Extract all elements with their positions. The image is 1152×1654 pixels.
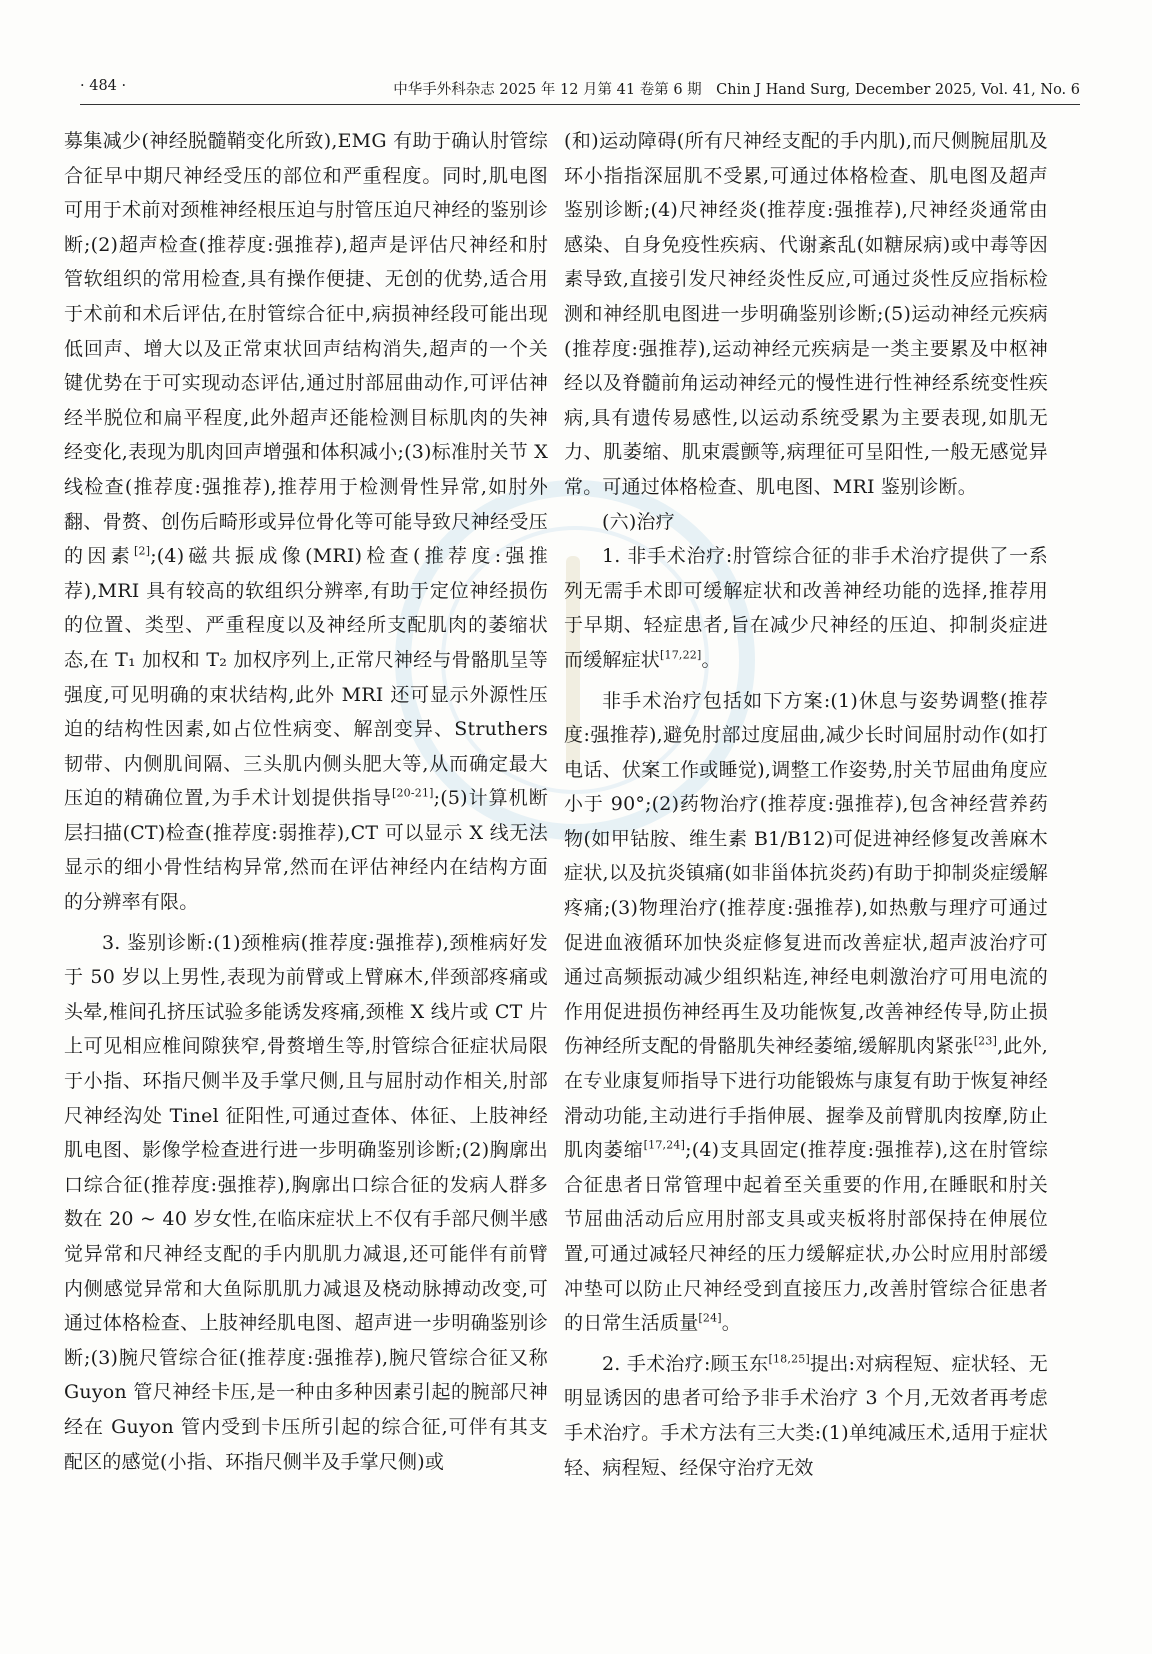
citation: [17,22] [660,648,702,662]
header-rule [80,104,1080,105]
paragraph-text: ;(4)支具固定(推荐度:强推荐),这在肘管综合征患者日常管理中起着至关重要的作用,在睡眠和肘关节屈曲活动后应用肘部支具或夹板将肘部保持在伸展位置,可通过减轻尺神经的压力缓解症状,办公时应用肘部缓冲垫可以防止尺神经受到直接压力,改善肘管综合征患者的日常生活质量 [564,1139,1048,1335]
citation: [23] [973,1035,998,1049]
citation: [20-21] [391,786,434,800]
paragraph-text: 2. 手术治疗:顾玉东 [602,1352,769,1375]
paragraph-text: 。 [701,648,721,671]
paragraph-text: 非手术治疗包括如下方案:(1)休息与姿势调整(推荐度:强推荐),避免肘部过度屈曲,减少长时间屈肘动作(如打电话、伏案工作或睡觉),调整工作姿势,肘关节屈曲角度应小于 90°;(2)药物治疗(推荐度:强推荐),包含神经营养药物(如甲钴胺、维生素 B1/B12)可促进神经修复改善麻木症状,以及抗炎镇痛(如非甾体抗炎药)有助于抑制炎症缓解疼痛;(3)物理治疗(推荐度:强推荐),如热敷与理疗可通过促进血液循环加快炎症修复进而改善症状,超声波治疗可通过高频振动减少组织粘连,神经电刺激治疗可用电流的作用促进损伤神经再生及功能恢复,改善神经传导,防止损伤神经所支配的骨骼肌失神经萎缩,缓解肌肉紧张 [564,689,1048,1058]
paragraph-text: 提出:对病程短、症状轻、无明显诱因的患者可给予非手术治疗 3 个月,无效者再考虑手术治疗。手术方法有三大类:(1)单纯减压术,适用于症状轻、病程短、经保守治疗无效 [564,1352,1048,1479]
paragraph-nonsurgical-options [564,684,1048,1341]
paragraph-text: 1. 非手术治疗:肘管综合征的非手术治疗提供了一系列无需手术即可缓解症状和改善神经功能的选择,推荐用于早期、轻症患者,旨在减少尺神经的压迫、抑制炎症进而缓解症状 [564,545,1048,671]
section-heading-treatment: (六)治疗 [602,510,675,533]
paragraph-text: 募集减少(神经脱髓鞘变化所致),EMG 有助于确认肘管综合征早中期尺神经受压的部位和严重程度。同时,肌电图可用于术前对颈椎神经根压迫与肘管压迫尺神经的鉴别诊断;(2)超声检查(推荐度:强推荐),超声是评估尺神经和肘管软组织的常用检查,具有操作便捷、无创的优势,适合用于术前和术后评估,在肘管综合征中,病损神经段可能出现低回声、增大以及正常束状回声结构消失,超声的一个关键优势在于可实现动态评估,通过肘部屈曲动作,可评估神经半脱位和扁平程度,此外超声还能检测目标肌肉的失神经变化,表现为肌肉回声增强和体积减小;(3)标准肘关节 X 线检查(推荐度:强推荐),推荐用于检测骨性异常,如肘外翻、骨赘、创伤后畸形或异位骨化等可能导致尺神经受压的因素 [64,130,548,568]
running-header [80,78,1080,104]
paragraph-text: ;(4)磁共振成像(MRI)检查(推荐度:强推荐),MRI 具有较高的软组织分辨率,有助于定位神经损伤的位置、类型、严重程度以及神经所支配肌肉的萎缩状态,在 T₁ 加权和 T₂ 加权序列上,正常尺神经与骨骼肌呈等强度,可见明确的束状结构,此外 MRI 还可显示外源性压迫的结构性因素,如占位性病变、解剖变异、Struthers 韧带、内侧肌间隔、三头肌内侧头肥大等,从而确定最大压迫的精确位置,为手术计划提供指导 [64,545,548,810]
citation: [24] [698,1311,722,1325]
paragraph-text: ,此外,在专业康复师指导下进行功能锻炼与康复有助于恢复神经滑动功能,主动进行手指伸展、握拳及前臂肌肉按摩,防止肌肉萎缩 [564,1035,1048,1162]
paragraph-text: ;(5)计算机断层扫描(CT)检查(推荐度:弱推荐),CT 可以显示 X 线无法显示的细小骨性结构异常,然而在评估神经内在结构方面的分辨率有限。 [64,787,548,914]
paragraph-differential-diagnosis: 3. 鉴别诊断:(1)颈椎病(推荐度:强推荐),颈椎病好发于 50 岁以上男性,表现为前臂或上臂麻木,伴颈部疼痛或头晕,椎间孔挤压试验多能诱发疼痛,颈椎 X 线片或 CT 片上可见相应椎间隙狭窄,骨赘增生等,肘管综合征症状局限于小指、环指尺侧半及手掌尺侧,且与屈肘动作相关,肘部尺神经沟处 Tinel 征阳性,可通过查体、体征、上肢神经肌电图、影像学检查进行进一步明确鉴别诊断;(2)胸廓出口综合征(推荐度:强推荐),胸廓出口综合征的发病人群多数在 20 ~ 40 岁女性,在临床症状上不仅有手部尺侧半感觉异常和尺神经支配的手内肌肌力减退,还可能伴有前臂内侧感觉异常和大鱼际肌肌力减退及桡动脉搏动改变,可通过体格检查、上肢神经肌电图、超声进一步明确鉴别诊断;(3)腕尺管综合征(推荐度:强推荐),腕尺管综合征又称 Guyon 管尺神经卡压,是一种由多种因素引起的腕部尺神经在 Guyon 管内受到卡压所引起的综合征,可伴有其支配区的感觉(小指、环指尺侧半及手掌尺侧)或 [64,931,548,1473]
paragraph-surgical-treatment [564,1347,1048,1485]
journal-running-head: 中华手外科杂志 2025 年 12 月第 41 卷第 6 期 Chin J Hand Surg, December 2025, Vol. 41, No. 6 [393,82,1080,98]
paragraph-diagnostic-imaging [64,124,548,920]
paragraph-nonsurgical-intro [564,539,1048,677]
page-number: · 484 · [80,78,127,94]
citation: [18,25] [768,1352,810,1366]
paragraph-text: 。 [721,1312,741,1335]
left-column [64,124,548,1479]
citation: [2] [134,544,151,558]
right-column [564,124,1048,1485]
citation: [17,24] [643,1138,686,1152]
paragraph-differential-continued: (和)运动障碍(所有尺神经支配的手内肌),而尺侧腕屈肌及环小指指深屈肌不受累,可通过体格检查、肌电图及超声鉴别诊断;(4)尺神经炎(推荐度:强推荐),尺神经炎通常由感染、自身免疫性疾病、代谢紊乱(如糖尿病)或中毒等因素导致,直接引发尺神经炎性反应,可通过炎性反应指标检测和神经肌电图进一步明确鉴别诊断;(5)运动神经元疾病(推荐度:强推荐),运动神经元疾病是一类主要累及中枢神经以及脊髓前角运动神经元的慢性进行性神经系统变性疾病,具有遗传易感性,以运动系统受累为主要表现,如肌无力、肌萎缩、肌束震颤等,病理征可呈阳性,一般无感觉异常。可通过体格检查、肌电图、MRI 鉴别诊断。 [564,130,1048,498]
